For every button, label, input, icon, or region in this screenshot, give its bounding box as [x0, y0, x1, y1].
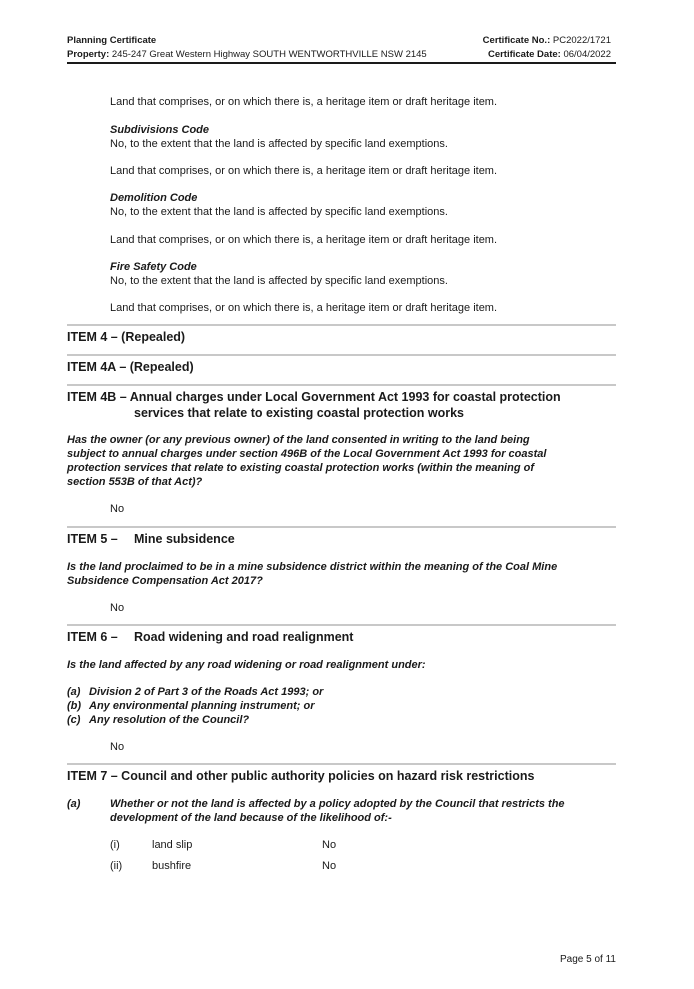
property-value: 245-247 Great Western Highway SOUTH WENTWORTHVILLE NSW 2145 [111, 49, 427, 60]
hazard-row-value: No [322, 860, 337, 872]
item-5-question-line: Is the land proclaimed to be in a mine subsidence district within the meaning of the Coal Mine [67, 561, 558, 573]
exemption-text: No, to the extent that the land is affected by specific land exemptions. [110, 138, 448, 150]
item-5-number: ITEM 5 – [67, 532, 118, 546]
hazard-row-number: (i) [110, 839, 120, 851]
certificate-date-label: Certificate Date: [487, 49, 561, 60]
item-4b-question-line: protection services that relate to existing coastal protection works (within the meaning of [67, 462, 534, 474]
item-4b-answer: No [110, 503, 125, 515]
item-4b-question-line: section 553B of that Act)? [67, 476, 203, 488]
property-line [67, 49, 427, 60]
document-title: Planning Certificate [67, 35, 157, 46]
list-marker: (a) [67, 686, 81, 698]
item-4b-heading-line2: services that relate to existing coastal protection works [134, 406, 464, 420]
list-item: Division 2 of Part 3 of the Roads Act 1993; or [89, 686, 324, 698]
section-divider [67, 526, 616, 528]
certificate-number-label: Certificate No.: [482, 35, 551, 46]
property-label: Property: [67, 49, 110, 60]
certificate-number [483, 35, 611, 46]
heritage-text: Land that comprises, or on which there is, a heritage item or draft heritage item. [110, 96, 498, 108]
heritage-text: Land that comprises, or on which there is, a heritage item or draft heritage item. [110, 234, 498, 246]
item-6-question: Is the land affected by any road widening or road realignment under: [67, 659, 426, 671]
item-5-question-line: Subsidence Compensation Act 2017? [67, 575, 263, 587]
item-7-part-text-line: Whether or not the land is affected by a policy adopted by the Council that restricts the [110, 798, 565, 810]
section-divider [67, 324, 616, 326]
list-marker: (c) [67, 714, 81, 726]
item-6-number: ITEM 6 – [67, 630, 118, 644]
item-4b-heading-line1: ITEM 4B – Annual charges under Local Government Act 1993 for coastal protection [67, 390, 561, 404]
item-6-answer: No [110, 741, 125, 753]
section-divider [67, 384, 616, 386]
section-divider [67, 624, 616, 626]
hazard-row-value: No [322, 839, 337, 851]
heritage-text: Land that comprises, or on which there is, a heritage item or draft heritage item. [110, 165, 498, 177]
hazard-row-label: bushfire [152, 860, 192, 872]
item-7-heading: ITEM 7 – Council and other public authority policies on hazard risk restrictions [67, 769, 535, 783]
item-6-title: Road widening and road realignment [134, 630, 354, 644]
certificate-date [488, 49, 611, 60]
list-marker: (b) [67, 700, 82, 712]
demolition-code-heading: Demolition Code [110, 192, 198, 204]
item-7-part-text-line: development of the land because of the likelihood of:- [110, 812, 392, 824]
subdivisions-code-heading: Subdivisions Code [110, 124, 210, 136]
page-number: Page 5 of 11 [560, 954, 616, 965]
item-4b-question-line: Has the owner (or any previous owner) of the land consented in writing to the land being [67, 434, 530, 446]
exemption-text: No, to the extent that the land is affected by specific land exemptions. [110, 206, 448, 218]
hazard-row-label: land slip [152, 839, 193, 851]
list-item: Any environmental planning instrument; or [89, 700, 315, 712]
exemption-text: No, to the extent that the land is affected by specific land exemptions. [110, 275, 448, 287]
certificate-date-value: 06/04/2022 [563, 49, 611, 60]
item-4-heading: ITEM 4 – (Repealed) [67, 330, 186, 344]
fire-safety-code-heading: Fire Safety Code [110, 261, 197, 273]
section-divider [67, 354, 616, 356]
item-4a-heading: ITEM 4A – (Repealed) [67, 360, 194, 374]
certificate-number-value: PC2022/1721 [552, 35, 611, 46]
item-7-part-marker: (a) [67, 798, 81, 810]
header-divider [67, 62, 616, 64]
item-5-title: Mine subsidence [134, 532, 235, 546]
list-item: Any resolution of the Council? [89, 714, 250, 726]
heritage-text: Land that comprises, or on which there is, a heritage item or draft heritage item. [110, 302, 498, 314]
hazard-row-number: (ii) [110, 860, 123, 872]
item-5-answer: No [110, 602, 125, 614]
section-divider [67, 763, 616, 765]
item-4b-question-line: subject to annual charges under section 496B of the Local Government Act 1993 for coastal [67, 448, 547, 460]
